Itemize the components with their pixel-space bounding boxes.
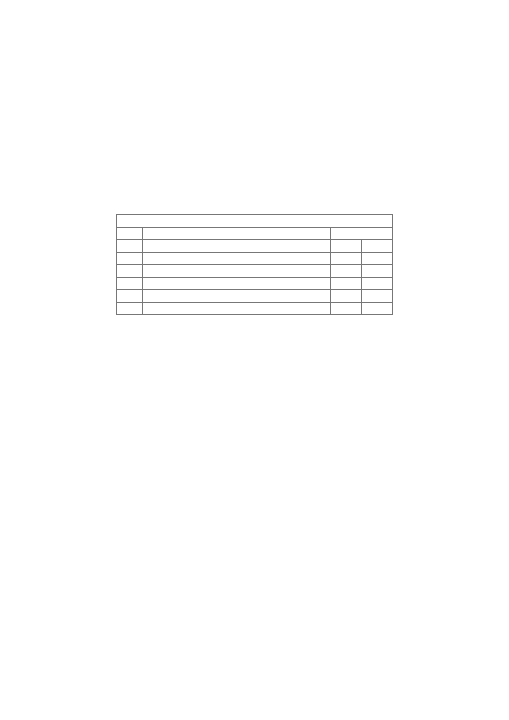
table-row — [117, 252, 393, 265]
table-row — [117, 265, 393, 278]
table-row — [117, 290, 393, 303]
column-header-time — [331, 227, 393, 240]
row-stop-name — [143, 277, 331, 290]
table-header — [117, 215, 393, 228]
row-distance — [117, 240, 143, 253]
row-distance — [117, 265, 143, 278]
row-time-afternoon — [362, 265, 393, 278]
row-time-morning — [331, 302, 362, 315]
row-time-afternoon — [362, 302, 393, 315]
column-header-distance — [117, 227, 143, 240]
route-1-rows — [117, 240, 393, 315]
row-time-morning — [331, 240, 362, 253]
row-time-afternoon — [362, 290, 393, 303]
row-time-morning — [331, 277, 362, 290]
row-stop-name — [143, 240, 331, 253]
schedule-table-outbound — [116, 214, 393, 315]
row-stop-name — [143, 252, 331, 265]
table-row — [117, 277, 393, 290]
table-row — [117, 302, 393, 315]
row-distance — [117, 290, 143, 303]
row-time-afternoon — [362, 277, 393, 290]
row-time-morning — [331, 265, 362, 278]
row-distance — [117, 252, 143, 265]
row-time-morning — [331, 252, 362, 265]
row-time-morning — [331, 290, 362, 303]
column-header-stop — [143, 227, 331, 240]
row-time-afternoon — [362, 252, 393, 265]
row-stop-name — [143, 290, 331, 303]
row-distance — [117, 277, 143, 290]
row-stop-name — [143, 265, 331, 278]
row-stop-name — [143, 302, 331, 315]
table-row — [117, 240, 393, 253]
row-distance — [117, 302, 143, 315]
row-time-afternoon — [362, 240, 393, 253]
